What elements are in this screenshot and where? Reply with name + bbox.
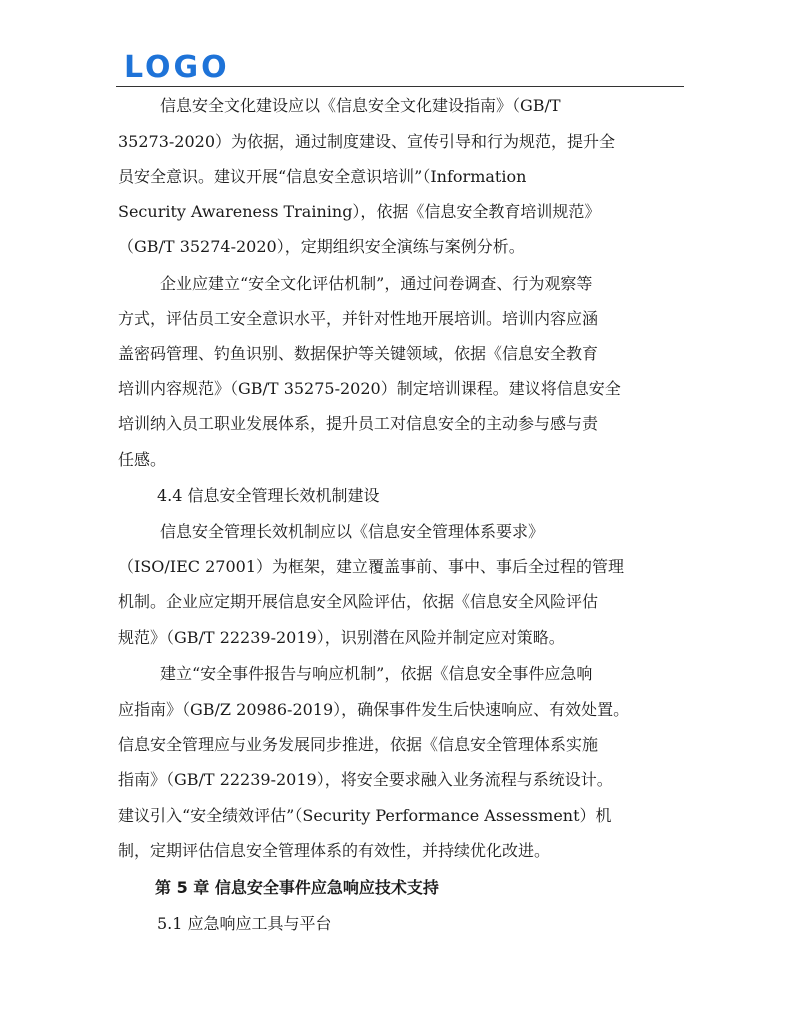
- paragraph-line: 方式，评估员工安全意识水平，并针对性地开展培训。培训内容应涵: [118, 309, 599, 328]
- paragraph-line: 制，定期评估信息安全管理体系的有效性，并持续优化改进。: [118, 841, 551, 860]
- paragraph-line: 建议引入“安全绩效评估”（Security Performance Assessment）机: [118, 806, 612, 825]
- paragraph-line: 35273-2020）为依据，通过制度建设、宣传引导和行为规范，提升全: [118, 132, 616, 151]
- paragraph-line: （GB/T 35274-2020），定期组织安全演练与案例分析。: [118, 237, 525, 256]
- paragraph-line: Security Awareness Training），依据《信息安全教育培训规范》: [118, 202, 601, 221]
- paragraph-line: 信息安全管理长效机制应以《信息安全管理体系要求》: [160, 522, 545, 541]
- paragraph-line: 应指南》（GB/Z 20986-2019），确保事件发生后快速响应、有效处置。: [118, 700, 630, 719]
- paragraph-line: 员安全意识。建议开展“信息安全意识培训”（Information: [118, 167, 527, 186]
- paragraph-line: 企业应建立“安全文化评估机制”，通过问卷调查、行为观察等: [160, 274, 593, 293]
- paragraph-line: （ISO/IEC 27001）为框架，建立覆盖事前、事中、事后全过程的管理: [118, 557, 625, 576]
- paragraph-line: 信息安全管理应与业务发展同步推进，依据《信息安全管理体系实施: [118, 735, 599, 754]
- paragraph-line: 规范》（GB/T 22239-2019），识别潜在风险并制定应对策略。: [118, 628, 565, 647]
- paragraph-line: 任感。: [118, 450, 167, 469]
- section-heading: 5.1 应急响应工具与平台: [157, 914, 332, 933]
- logo: LOGO: [124, 50, 230, 85]
- paragraph-line: 信息安全文化建设应以《信息安全文化建设指南》（GB/T: [160, 96, 561, 115]
- paragraph-line: 指南》（GB/T 22239-2019），将安全要求融入业务流程与系统设计。: [118, 770, 613, 789]
- chapter-heading: 第 5 章 信息安全事件应急响应技术支持: [155, 878, 439, 897]
- paragraph-line: 建立“安全事件报告与响应机制”，依据《信息安全事件应急响: [160, 664, 593, 683]
- paragraph-line: 机制。企业应定期开展信息安全风险评估，依据《信息安全风险评估: [118, 592, 599, 611]
- paragraph-line: 培训纳入员工职业发展体系，提升员工对信息安全的主动参与感与责: [118, 414, 599, 433]
- header-divider: [116, 86, 684, 87]
- paragraph-line: 培训内容规范》（GB/T 35275-2020）制定培训课程。建议将信息安全: [118, 379, 621, 398]
- paragraph-line: 盖密码管理、钓鱼识别、数据保护等关键领域，依据《信息安全教育: [118, 344, 599, 363]
- section-heading: 4.4 信息安全管理长效机制建设: [157, 486, 380, 505]
